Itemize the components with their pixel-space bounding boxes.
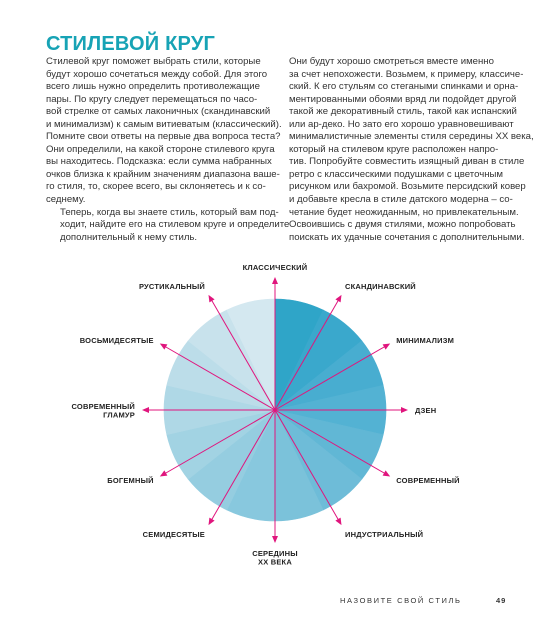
footer-section-title: НАЗОВИТЕ СВОЙ СТИЛЬ: [340, 596, 462, 605]
wheel-style-label: [396, 476, 460, 485]
spoke-arrowhead-icon: [401, 407, 408, 413]
wheel-style-label: [80, 336, 154, 345]
spoke-arrowhead-icon: [272, 277, 278, 284]
wheel-style-label-line: ВОСЬМИДЕСЯТЫЕ: [79, 336, 154, 345]
wheel-style-label: [252, 549, 298, 567]
wheel-style-label: [107, 476, 153, 485]
text-line: Освоившись с двумя стилями, можно попробовать: [289, 219, 516, 231]
text-line: поискать их удачные сочетания с дополнительными.: [289, 231, 525, 243]
text-line: тив. Попробуйте совместить изящный диван в стиле: [289, 156, 525, 168]
text-line: который на стилевом круге расположен напро-: [289, 143, 499, 155]
text-line: Они определили, на какой стороне стилевого круга: [46, 143, 275, 155]
text-line: го стиля, то, скорее всего, вы склоняетесь и к со-: [46, 181, 266, 193]
page-number: 49: [496, 596, 507, 605]
text-line: Теперь, когда вы знаете стиль, который вам под-: [60, 206, 279, 218]
spoke-arrowhead-icon: [272, 536, 278, 543]
text-line: ментированными обоями вряд ли подойдет другой: [289, 93, 517, 105]
wheel-spokes: [142, 277, 408, 543]
text-line: вы находитесь. Подсказка: если сумма набранных: [46, 156, 272, 168]
text-line: будут хорошо сочетаться между собой. Для этого: [46, 68, 268, 80]
wheel-style-label-line: СОВРЕМЕННЫЙ: [71, 401, 135, 411]
wheel-style-label: [139, 282, 205, 291]
wheel-style-label: [345, 530, 423, 539]
wheel-style-label-line: ИНДУСТРИАЛЬНЫЙ: [345, 530, 424, 540]
page-title: СТИЛЕВОЙ КРУГ: [46, 33, 216, 55]
text-line: или ар-деко. Но зато его хорошо уравновешивают: [289, 118, 514, 130]
page-footer: [0, 596, 550, 608]
wheel-style-label: [415, 406, 436, 415]
spoke-arrowhead-icon: [383, 470, 391, 476]
wheel-style-label-line: БОГЕМНЫЙ: [107, 476, 154, 485]
text-line: рисунком или бахромой. Возьмите персидский ковер: [289, 181, 526, 193]
text-line: за счет непохожести. Возьмем, к примеру, классиче-: [289, 68, 524, 80]
text-line: и добавьте кресла в стиле датского модерна – со-: [289, 194, 513, 206]
text-line: четание будет неожиданным, но привлекательным.: [289, 206, 519, 218]
wheel-style-label: [143, 530, 205, 539]
text-line: всего лишь нужно определить противолежащие: [46, 81, 260, 93]
wheel-style-label: [396, 336, 454, 345]
spoke-arrowhead-icon: [160, 470, 168, 476]
spoke-arrowhead-icon: [142, 407, 149, 413]
text-line: вой стрелке от самых лаконичных (скандинавский: [46, 106, 271, 118]
text-line: пары. По кругу следует перемещаться по часо-: [46, 93, 258, 105]
text-line: Помните свои ответы на первые два вопроса теста?: [46, 131, 281, 143]
wheel-style-label-line: МИНИМАЛИЗМ: [396, 336, 455, 345]
spoke-arrowhead-icon: [383, 344, 391, 350]
text-line: и минимализм) к самым витиеватым (классический).: [46, 118, 282, 130]
wheel-style-label-line: КЛАССИЧЕСКИЙ: [242, 263, 308, 272]
text-line: такой же декоративный стиль, такой как испанский: [289, 106, 517, 118]
text-line: Стилевой круг поможет выбрать стили, которые: [46, 56, 261, 67]
wheel-style-label: [345, 282, 416, 291]
text-line: ский. К его стульям со стегаными спинками и орна-: [289, 81, 519, 93]
spoke-arrowhead-icon: [209, 295, 215, 303]
wheel-style-label-line: СЕМИДЕСЯТЫЕ: [142, 530, 205, 540]
text-line: ходит, найдите его на стилевом круге и определите: [60, 219, 290, 231]
text-line: ретро с классическими подушками с цветочным: [289, 168, 503, 180]
wheel-style-label-line: РУСТИКАЛЬНЫЙ: [138, 281, 205, 291]
wheel-style-label-line: ДЗЕН: [415, 406, 437, 415]
wheel-style-label-line: СКАНДИНАВСКИЙ: [345, 281, 416, 291]
spoke-arrowhead-icon: [160, 344, 168, 350]
spoke-arrowhead-icon: [209, 518, 215, 526]
text-line: дополнительный к нему стиль.: [60, 231, 198, 243]
wheel-style-label-line: ГЛАМУР: [103, 410, 135, 420]
wheel-style-label-line: XX ВЕКА: [258, 557, 292, 567]
text-line: минималистичные элементы стиля середины XX века,: [289, 131, 534, 143]
wheel-style-label: [243, 263, 308, 272]
text-line: седнему.: [46, 194, 86, 206]
wheel-style-label-line: СЕРЕДИНЫ: [252, 549, 298, 558]
wheel-style-label: [71, 402, 135, 420]
text-line: очков близка к крайним значениям диапазона ваше-: [46, 168, 280, 180]
wheel-style-label-line: СОВРЕМЕННЫЙ: [396, 476, 460, 485]
text-line: Они будут хорошо смотреться вместе именно: [289, 56, 494, 67]
spoke-arrowhead-icon: [335, 518, 341, 526]
spoke-arrowhead-icon: [335, 295, 341, 303]
